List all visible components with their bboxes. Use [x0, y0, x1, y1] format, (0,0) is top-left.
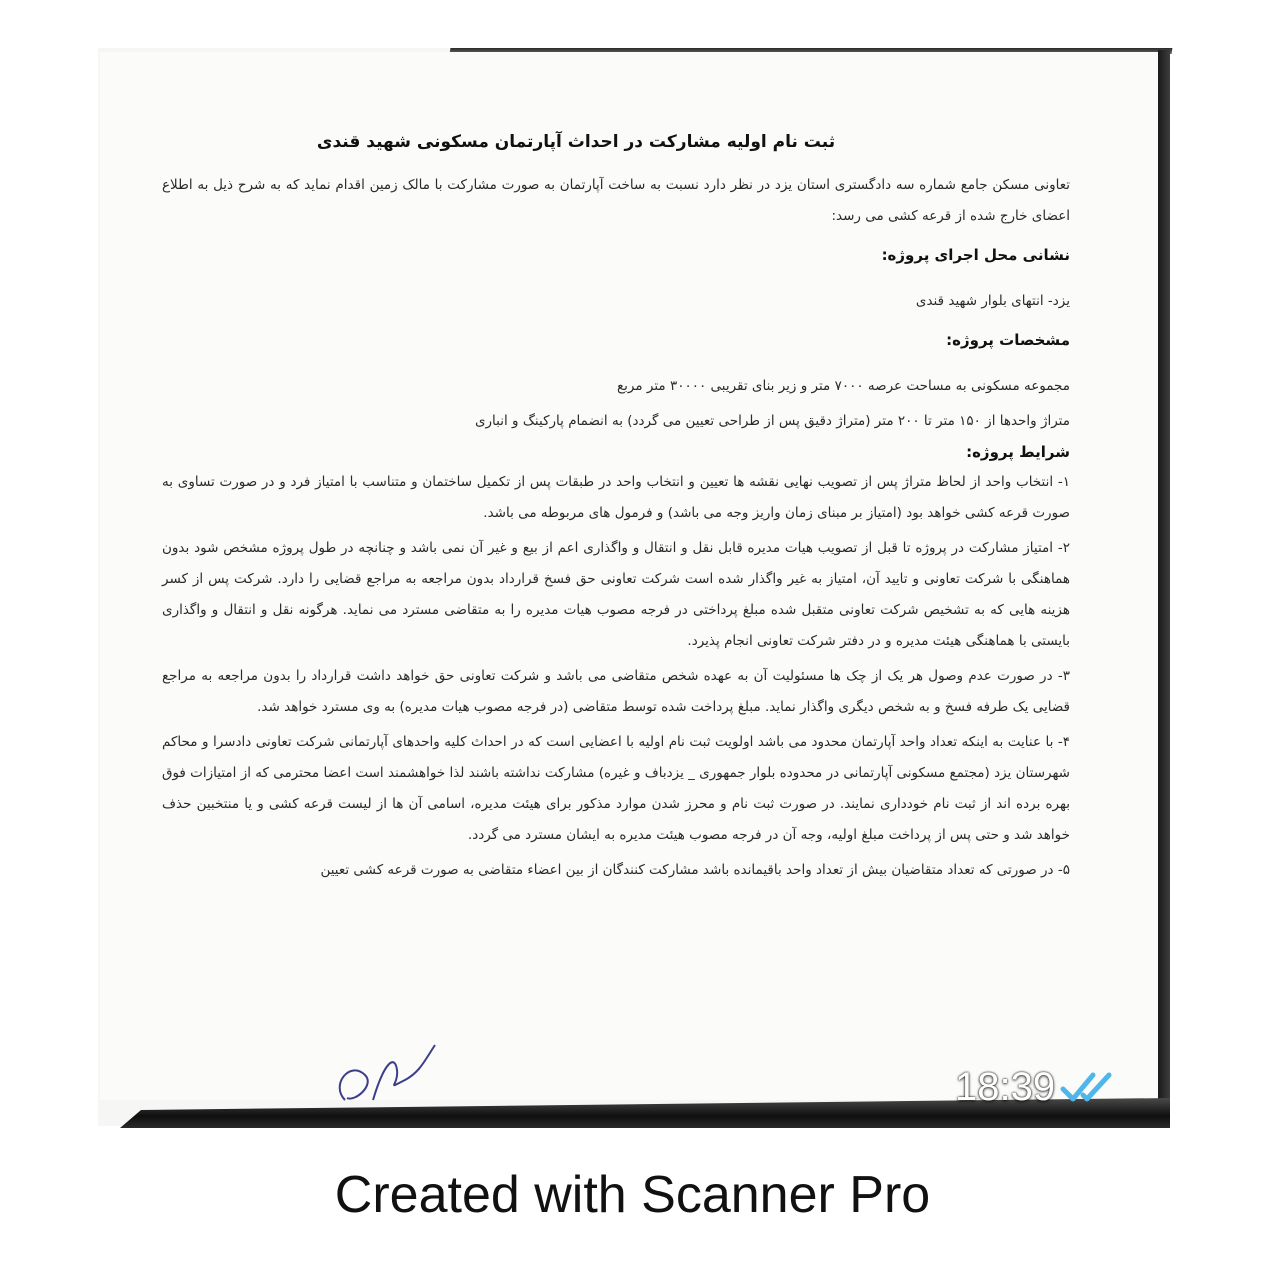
- footer-caption: Created with Scanner Pro: [334, 1166, 931, 1224]
- condition-item: ۱- انتخاب واحد از لحاظ متراژ پس از تصویب نهایی نقشه ها تعیین و انتخاب واحد در طبقات پس از تکمیل ساختمان و متناسب با امتیاز فرد و در صورت تساوی به صورت قرعه کشی خواهد بود (امتیاز بر مبنای زمان واریز وجه می باشد) و فرمول های مربوطه می باشد.: [162, 474, 1070, 521]
- condition-item: ۵- در صورتی که تعداد متقاضیان بیش از تعداد واحد باقیمانده باشد مشارکت کنندگان از بین اعضاء متقاضی به صورت قرعه کشی تعیین: [320, 862, 1070, 878]
- specs-heading: مشخصات پروژه:: [946, 331, 1070, 349]
- condition-item: ۳- در صورت عدم وصول هر یک از چک ها مسئولیت آن به عهده شخص متقاضی می باشد و شرکت تعاونی حق خواهد داشت قرارداد را بدون مراجعه به مراجع قضایی یک طرفه فسخ و به شخص دیگری واگذار نماید. مبلغ پرداخت شده توسط متقاضی (در فرجه مصوب هیات مدیره) به وی مسترد خواهد شد.: [162, 668, 1070, 715]
- signature-mark: [325, 1040, 455, 1110]
- location-text: یزد- انتهای بلوار شهید قندی: [915, 293, 1070, 309]
- intro-paragraph: تعاونی مسکن جامع شماره سه دادگستری استان یزد در نظر دارد نسبت به ساخت آپارتمان به صورت مشارکت با مالک زمین اقدام نماید که به شرح ذیل به اطلاع اعضای خارج شده از قرعه کشی می رسد:: [162, 177, 1070, 224]
- condition-item: ۲- امتیاز مشارکت در پروژه تا قبل از تصویب هیات مدیره قابل نقل و انتقال و واگذاری اعم از بیع و غیر آن نمی باشد و چنانچه در طول پروژه مشخص شود بدون هماهنگی با شرکت تعاونی و تایید آن، امتیاز به غیر واگذار شده است شرکت تعاونی حق فسخ قرارداد بدون مراجعه به مراجع قضایی را دارد. شرکت پس از کسر هزینه هایی که به تشخیص شرکت تعاونی متقبل شده مبلغ پرداختی در فرجه مصوب هیات مدیره را به متقاضی مسترد می نماید. هرگونه نقل و انتقال و واگذاری بایستی با هماهنگی هیئت مدیره و در دفتر شرکت تعاونی انجام پذیرد.: [162, 540, 1070, 649]
- message-status: [955, 1064, 1117, 1110]
- condition-item: ۴- با عنایت به اینکه تعداد واحد آپارتمان محدود می باشد اولویت ثبت نام اولیه با اعضایی است که در احداث کلیه واحدهای آپارتمانی شرکت تعاونی دادسرا و محاکم شهرستان یزد (مجتمع مسکونی آپارتمانی در محدوده بلوار جمهوری _ یزدباف و غیره) مشارکت نداشته باشند لذا خواهشمند است اعضا محترمی که از امتیازات فوق بهره برده اند از ثبت نام خودداری نمایند. در صورت ثبت نام و محرز شدن موارد مذکور برای هیئت مدیره، اسامی آن ها از لیست قرعه کشی و یا منتخبین حذف خواهد شد و حتی پس از پرداخت مبلغ اولیه، وجه آن در فرجه مصوب هیئت مدیره به ایشان مسترد می گردد.: [161, 734, 1070, 843]
- scan-edge-right: [1158, 50, 1170, 1126]
- location-heading: نشانی محل اجرای پروژه:: [881, 246, 1070, 264]
- message-time: 18:39: [955, 1064, 1056, 1109]
- document-title: ثبت نام اولیه مشارکت در احداث آپارتمان مسکونی شهید قندی: [316, 132, 836, 152]
- specs-line: مجموعه مسکونی به مساحت عرصه ۷۰۰۰ متر و زیر بنای تقریبی ۳۰۰۰۰ متر مربع: [616, 378, 1070, 394]
- document-page: [100, 52, 1158, 1100]
- conditions-heading: شرایط پروژه:: [966, 443, 1070, 461]
- double-check-icon: [1059, 1069, 1117, 1105]
- specs-line: متراژ واحدها از ۱۵۰ متر تا ۲۰۰ متر (متراژ دقیق پس از طراحی تعیین می گردد) به انضمام پارکینگ و انباری: [474, 413, 1070, 429]
